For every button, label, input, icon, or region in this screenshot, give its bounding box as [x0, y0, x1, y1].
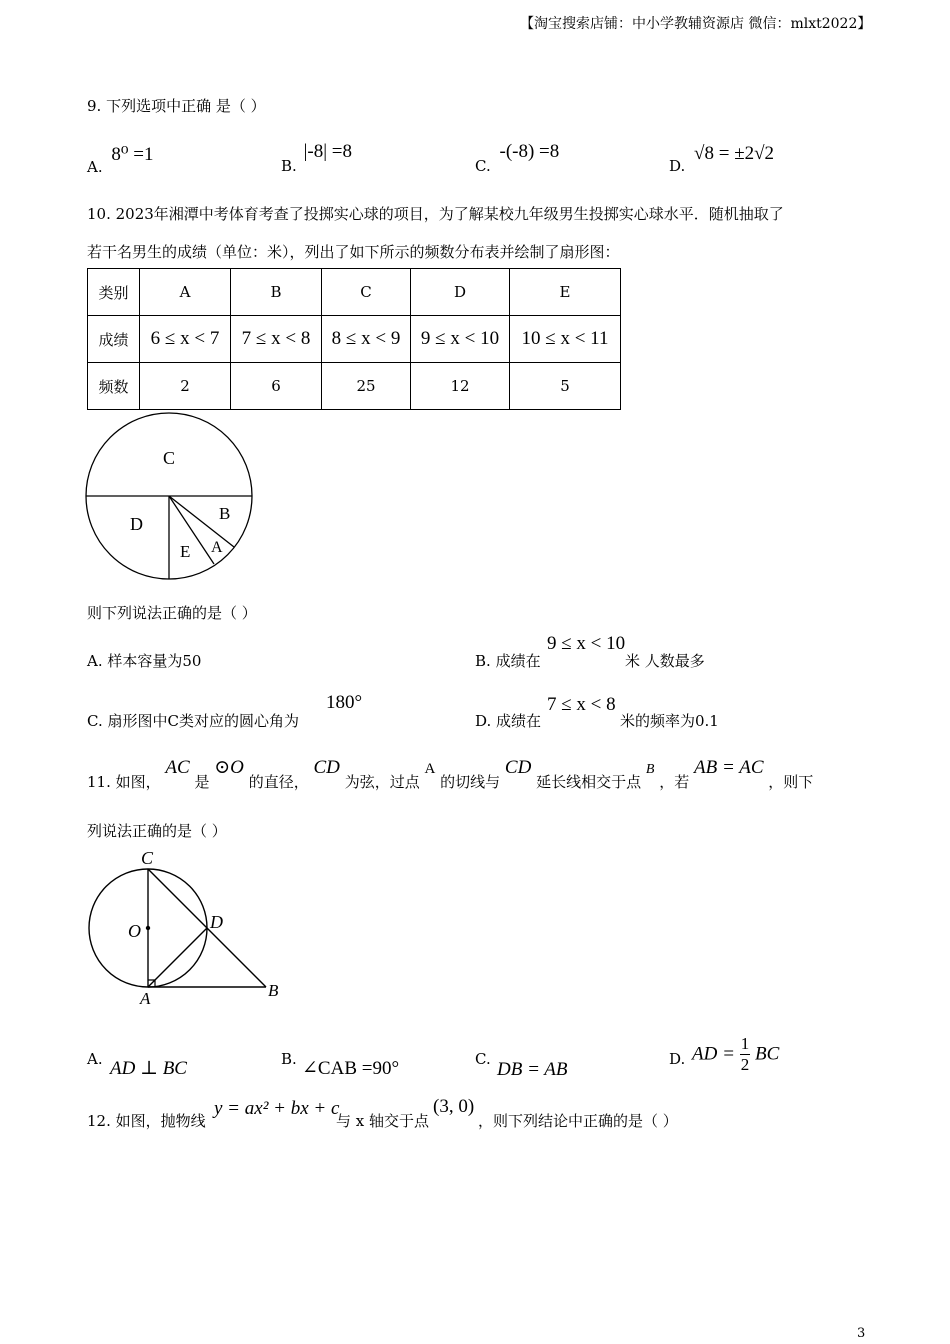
q11-text: 延长线相交于点	[536, 773, 642, 791]
row-label: 频数	[88, 363, 140, 410]
table-cell: 8 ≤ x < 9	[322, 316, 411, 363]
q11-math: AC	[165, 757, 190, 778]
row-label: 成绩	[88, 316, 140, 363]
q11-text: ，若	[659, 773, 690, 791]
table-cell: 6 ≤ x < 7	[140, 316, 231, 363]
q11-text: 的切线与	[440, 773, 501, 791]
q11-option-a	[87, 1050, 103, 1068]
q9-option-b	[281, 141, 352, 175]
table-cell: 10 ≤ x < 11	[510, 316, 621, 363]
header-text: 【淘宝搜索店铺：中小学教辅资源店 微信：mlxt2022】	[520, 16, 872, 32]
q11-math: CD	[313, 757, 340, 778]
table-cell: 25	[322, 363, 411, 410]
q10-option-a	[87, 650, 201, 671]
q11-option-d-expr	[692, 1034, 779, 1075]
q10-question: 则下列说法正确的是（ ）	[87, 604, 257, 622]
q10-option-d-math: 7 ≤ x < 8	[547, 694, 616, 715]
q9-option-d	[669, 143, 775, 175]
table-cell: A	[140, 269, 231, 316]
label-d: D	[210, 912, 223, 932]
pie-divider-a-e	[169, 496, 214, 564]
option-letter: B.	[475, 652, 491, 670]
q10-stem-line2: 若干名男生的成绩（单位：米），列出了如下所示的频数分布表并绘制了扇形图：	[87, 243, 620, 261]
q9-option-d-expr: √8 = ±2√2	[694, 143, 775, 164]
q9-option-a-expr: 8⁰ =1	[111, 144, 154, 165]
q10-option-d-pre: 成绩在	[496, 712, 542, 730]
q10-option-c-pre: 扇形图中C类对应的圆心角为	[107, 712, 299, 730]
row-label: 类别	[88, 269, 140, 316]
option-letter: D.	[669, 1050, 686, 1068]
fraction-lhs: AD =	[692, 1043, 735, 1065]
option-letter: C.	[475, 1050, 491, 1068]
option-letter: B.	[281, 1050, 297, 1068]
q12-point: (3, 0)	[433, 1096, 475, 1117]
pie-label-c: C	[163, 448, 176, 468]
frequency-table	[87, 268, 621, 410]
q10-stem-line1: 10. 2023年湘潭中考体育考查了投掷实心球的项目，为了解某校九年级男生投掷实心球水平．随机抽取了	[87, 205, 784, 223]
q12-pre: 12. 如图，抛物线	[87, 1112, 206, 1130]
fraction-rhs: BC	[754, 1043, 780, 1065]
q10-option-c-math: 180°	[326, 692, 363, 713]
table-cell: 12	[411, 363, 510, 410]
q11-option-b-expr: ∠CAB =90°	[302, 1058, 400, 1079]
q12-post: ，则下列结论中正确的是（ ）	[478, 1112, 678, 1130]
circle-tangent-figure	[80, 845, 290, 1010]
pie-chart-figure	[80, 408, 265, 588]
q11-text: ，则下	[768, 773, 814, 791]
option-letter: A.	[87, 652, 103, 670]
q11-math: AB = AC	[694, 757, 764, 778]
q12-mid: 与 x 轴交于点	[336, 1112, 429, 1130]
q11-math: ⊙O	[214, 757, 244, 778]
q9-stem: 9. 下列选项中正确 是（ ）	[87, 97, 266, 115]
q9-option-b-expr: |-8| =8	[303, 141, 352, 162]
q10-option-b-post: 米 人数最多	[625, 652, 705, 670]
option-letter: B.	[281, 157, 297, 175]
table-row	[88, 269, 621, 316]
label-c: C	[141, 848, 154, 868]
q9-option-a	[87, 143, 154, 176]
q11-text: 的直径，	[248, 773, 309, 791]
table-cell: 5	[510, 363, 621, 410]
pie-label-e: E	[180, 542, 191, 561]
table-row	[88, 316, 621, 363]
q10-option-a-text: 样本容量为50	[107, 652, 202, 670]
q10-option-b-pre: 成绩在	[495, 652, 541, 670]
pie-label-b: B	[219, 504, 231, 523]
q11-math: B	[645, 762, 655, 777]
table-cell: 6	[231, 363, 322, 410]
option-letter: C.	[87, 712, 103, 730]
table-cell: C	[322, 269, 411, 316]
q10-option-b-math: 9 ≤ x < 10	[547, 633, 626, 654]
q11-option-a-expr: AD ⊥ BC	[110, 1058, 187, 1079]
q10-option-d-post: 米的频率为0.1	[620, 712, 719, 730]
pie-label-d: D	[130, 514, 143, 534]
table-cell: E	[510, 269, 621, 316]
q11-stem-line2: 列说法正确的是（ ）	[87, 822, 227, 840]
table-cell: 9 ≤ x < 10	[411, 316, 510, 363]
q11-text: 为弦，过点	[344, 773, 420, 791]
q10-option-b	[475, 650, 541, 671]
option-letter: D.	[475, 712, 492, 730]
q11-math: CD	[504, 757, 532, 778]
option-letter: D.	[669, 157, 686, 175]
page-number: 3	[857, 1326, 866, 1341]
chord-ad	[148, 928, 207, 987]
fraction-numerator: 1	[740, 1034, 750, 1053]
q11-stem-line1	[87, 756, 814, 791]
q9-option-c-expr: -(-8) =8	[499, 141, 560, 162]
center-point	[146, 926, 150, 930]
fraction-denominator: 2	[740, 1055, 750, 1074]
table-row	[88, 363, 621, 410]
q12-expr: y = ax² + bx + c	[214, 1098, 340, 1119]
q11-math: A	[424, 761, 436, 777]
q9-option-c	[475, 141, 560, 175]
fraction	[740, 1034, 751, 1075]
label-o: O	[128, 921, 141, 941]
q11-option-c-expr: DB = AB	[497, 1059, 568, 1080]
table-cell: B	[231, 269, 322, 316]
q10-option-c	[87, 710, 299, 731]
table-cell: 2	[140, 363, 231, 410]
option-letter: C.	[475, 157, 491, 175]
label-a: A	[140, 989, 151, 1008]
q11-text: 11. 如图，	[87, 773, 161, 791]
q10-option-d	[475, 710, 541, 731]
option-letter: A.	[87, 1050, 103, 1068]
q11-option-d	[669, 1050, 685, 1068]
table-cell: D	[411, 269, 510, 316]
q11-option-c	[475, 1050, 491, 1068]
table-cell: 7 ≤ x < 8	[231, 316, 322, 363]
pie-label-a: A	[211, 539, 223, 556]
label-b: B	[268, 981, 279, 1000]
q11-text: 是	[194, 773, 210, 791]
q11-option-b	[281, 1050, 297, 1068]
option-letter: A.	[87, 158, 103, 176]
